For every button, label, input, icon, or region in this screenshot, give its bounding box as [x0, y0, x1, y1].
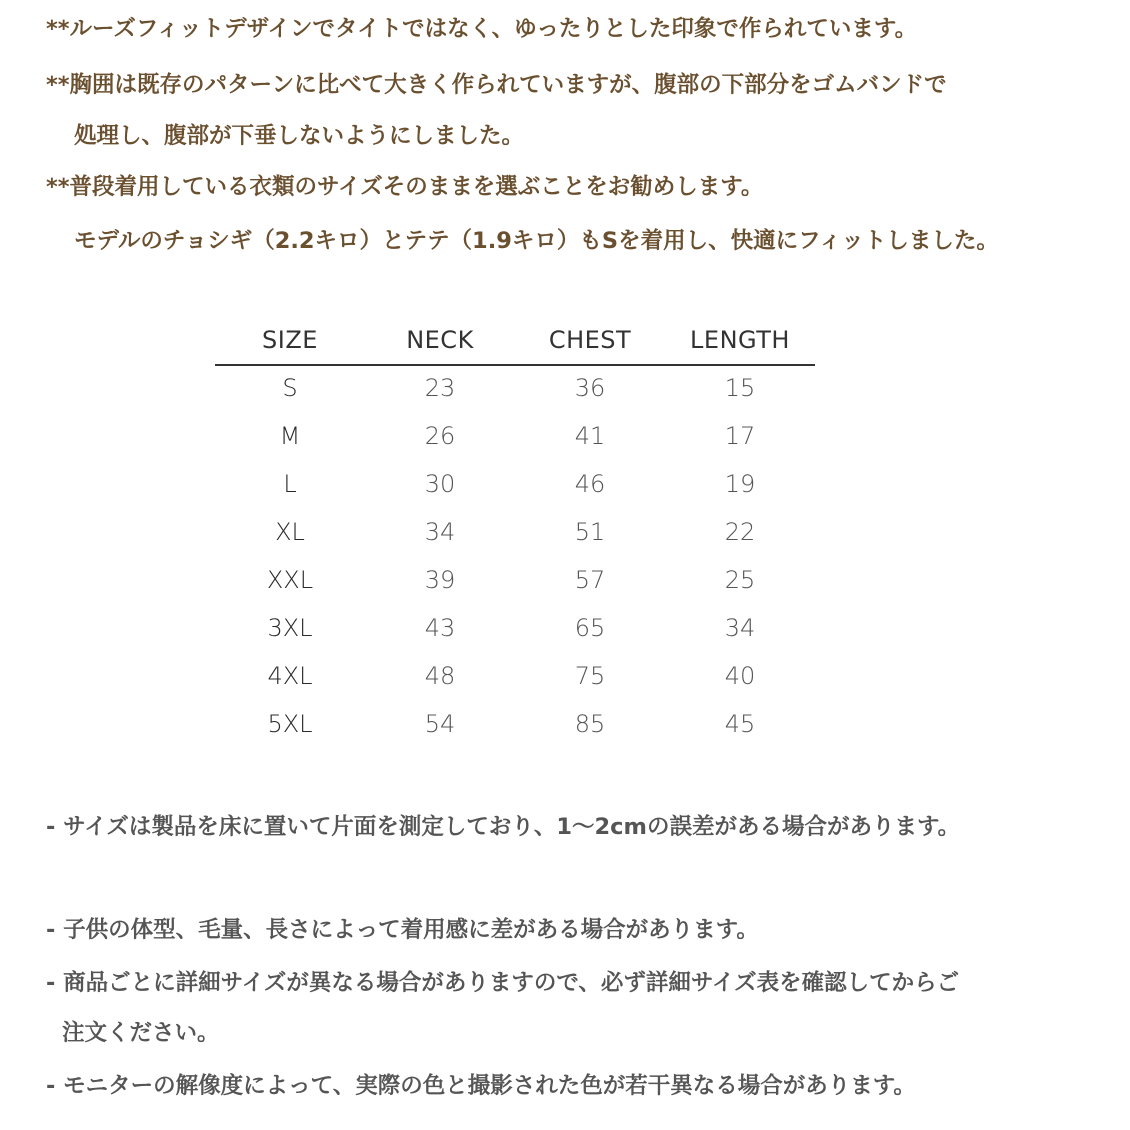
chest-cell: 51 [574, 518, 606, 546]
size-cell: 4XL [267, 662, 313, 690]
chest-cell: 46 [574, 470, 606, 498]
size-cell: S [282, 374, 298, 402]
length-cell: 40 [724, 662, 756, 690]
header-size: SIZE [262, 326, 318, 354]
neck-cell: 23 [424, 374, 456, 402]
header-length: LENGTH [690, 326, 790, 354]
note-monitor: - モニターの解像度によって、実際の色と撮影された色が若干異なる場合があります。 [46, 1073, 916, 1099]
length-cell: 22 [724, 518, 756, 546]
chest-cell: 36 [574, 374, 606, 402]
size-cell: XL [275, 518, 305, 546]
note-measurement: - サイズは製品を床に置いて片面を測定しており、1〜2cmの誤差がある場合があります。 [46, 814, 961, 840]
chest-cell: 41 [574, 422, 606, 450]
size-cell: 5XL [267, 710, 313, 738]
size-cell: 3XL [267, 614, 313, 642]
header-chest: CHEST [548, 326, 632, 354]
length-cell: 34 [724, 614, 756, 642]
neck-cell: 48 [424, 662, 456, 690]
header-neck: NECK [406, 326, 474, 354]
note-chest: **胸囲は既存のパターンに比べて大きく作られていますが、腹部の下部分をゴムバンドで [46, 72, 947, 98]
length-cell: 19 [724, 470, 756, 498]
chest-cell: 57 [574, 566, 606, 594]
note-models: モデルのチョシギ（2.2キロ）とテテ（1.9キロ）もSを着用し、快適にフィットしました。 [74, 228, 999, 254]
size-cell: L [283, 470, 297, 498]
size-cell: M [279, 422, 301, 450]
size-cell: XXL [266, 566, 314, 594]
chest-cell: 85 [574, 710, 606, 738]
neck-cell: 34 [424, 518, 456, 546]
neck-cell: 43 [424, 614, 456, 642]
length-cell: 45 [724, 710, 756, 738]
chest-cell: 65 [574, 614, 606, 642]
note-chest-cont: 処理し、腹部が下垂しないようにしました。 [74, 123, 525, 149]
neck-cell: 54 [424, 710, 456, 738]
neck-cell: 30 [424, 470, 456, 498]
length-cell: 15 [724, 374, 756, 402]
chest-cell: 75 [574, 662, 606, 690]
note-loose-fit: **ルーズフィットデザインでタイトではなく、ゆったりとした印象で作られています。 [46, 16, 918, 42]
note-check-size-cont: 注文ください。 [62, 1020, 220, 1046]
note-recommend: **普段着用している衣類のサイズそのままを選ぶことをお勧めします。 [46, 174, 764, 200]
length-cell: 17 [724, 422, 756, 450]
length-cell: 25 [724, 566, 756, 594]
neck-cell: 26 [424, 422, 456, 450]
neck-cell: 39 [424, 566, 456, 594]
note-check-size: - 商品ごとに詳細サイズが異なる場合がありますので、必ず詳細サイズ表を確認してからご [46, 970, 960, 996]
note-body-type: - 子供の体型、毛量、長さによって着用感に差がある場合があります。 [46, 917, 759, 943]
